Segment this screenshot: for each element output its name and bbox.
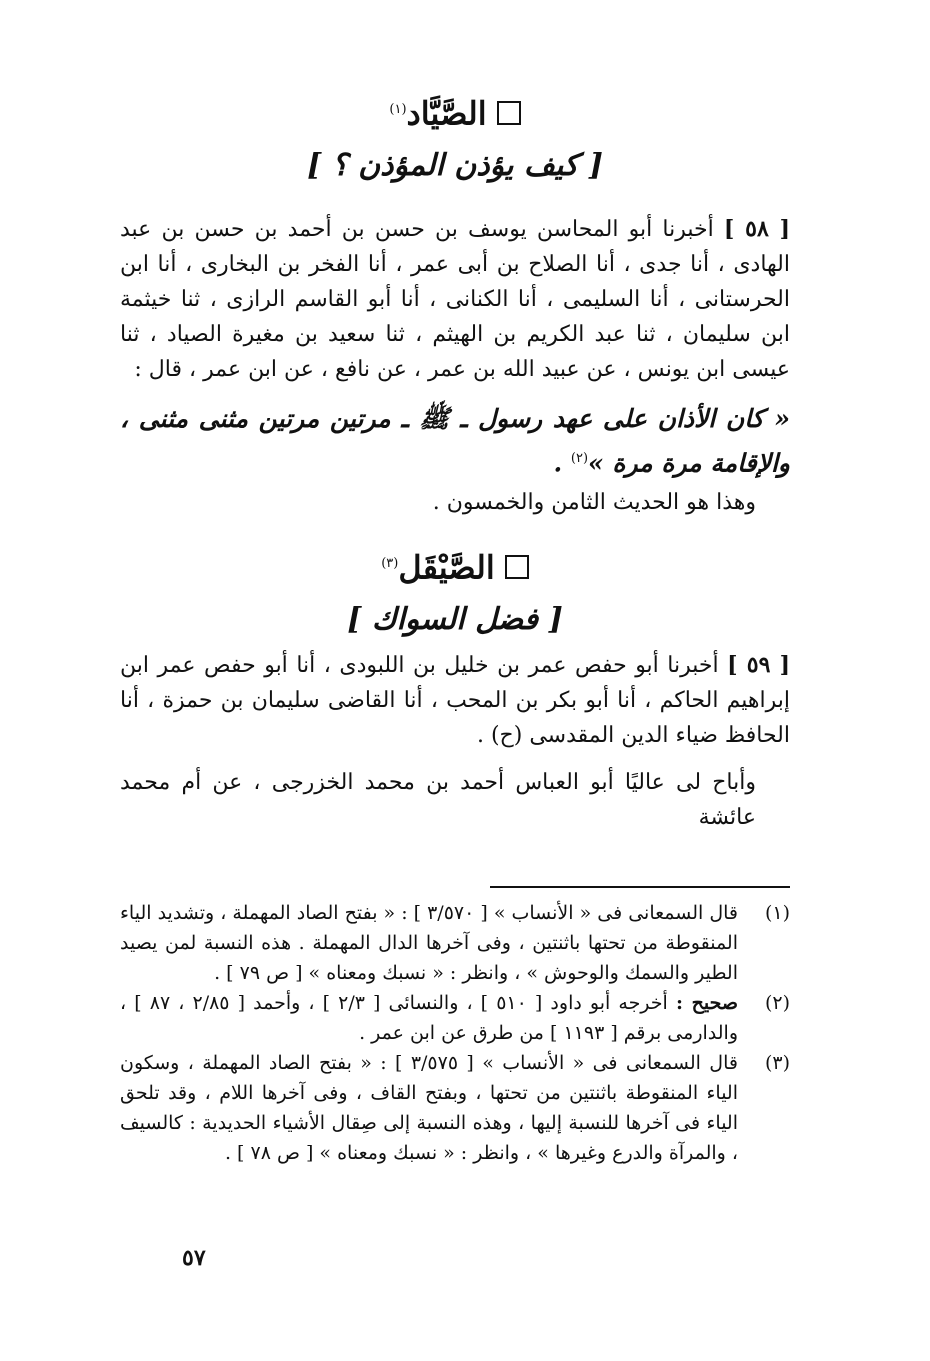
closing-line: وهذا هو الحديث الثامن والخمسون . [432,489,756,515]
footnote-text [120,898,738,988]
footnote-item [120,898,790,988]
footnote-item [120,988,790,1048]
chapter-title: [ فضل السواك ] [347,601,563,637]
footnote-keyword: صحيح : [675,992,739,1014]
section-heading-text: الصَّيْقَل [398,548,495,587]
isnad-text: أخبرنا أبو المحاسن يوسف بن حسن بن أحمد بن حسن بن عبد الهادى ، أنا جدى ، أنا الصلاح بن أبى عمر ، أنا الفخر بن البخارى ، أنا ابن الحرستانى ، أنا السليمى ، أنا الكنانى ، أنا أبو القاسم الرازى ، ثنا خيثمة ابن سليمان ، ثنا عبد الكريم بن الهيثم ، ثنا سعيد بن مغيرة الصياد ، ثنا عيسى ابن يونس ، عن عبيد الله بن عمر ، عن نافع ، عن ابن عمر ، قال : [120,216,790,382]
square-bullet-icon [497,101,521,125]
footnote-item [120,1048,790,1168]
hadith-isnad [120,212,790,387]
section-heading-sayqal [120,542,790,590]
continuation-line: وأباح لى عاليًا أبو العباس أحمد بن محمد الخزرجى ، عن أم محمد عائشة [120,769,756,830]
section-heading-sayyad [120,88,790,136]
footnote-body: قال السمعانى فى « الأنساب » [ ٣/٥٧٠ ] : « بفتح الصاد المهملة ، وتشديد الياء المنقوطة من تحتها باثنتين ، وفى آخرها الدال المهملة . هذه النسبة لمن يصيد الطير والسمك والوحوش » ، وانظر : « نسبك ومعناه » [ ص ٧٩ ] . [120,902,738,984]
hadith-matn: « كان الأذان على عهد رسول ـ ﷺ ـ مرتين مرتين مثنى مثنى ، والإقامة مرة مرة »$^{(٢)}$ . [120,403,790,477]
footnote-ref: (٣) [381,555,399,571]
footnote-ref: (٢) [570,450,589,466]
isnad-text: أخبرنا أبو حفص عمر بن خليل بن اللبودى ، أنا أبو حفص عمر ابن إبراهيم الحاكم ، أنا أبو بكر بن المحب ، أنا القاضى سليمان بن حمزة ، أنا الحافظ ضياء الدين المقدسى (ح) . [120,652,790,748]
hadith-number: [ ٥٩ ] [727,651,790,678]
hadith-number: [ ٥٨ ] [723,215,791,242]
footnote-text [120,988,738,1048]
footnote-marker: (٢) [764,992,790,1014]
footnote-body: أخرجه أبو داود [ ٥١٠ ] ، والنسائى [ ٢/٣ ] ، وأحمد [ ٢/٨٥ ، ٨٧ ] ، والدارمى برقم [ ١١٩٣ ] من طرق عن ابن عمر . [120,992,738,1044]
book-page [120,80,790,1300]
hadith-isnad [120,648,790,753]
footnote-ref: (١) [389,102,407,117]
square-bullet-icon [505,555,529,579]
matn-text: « كان الأذان على عهد رسول ـ ﷺ ـ مرتين مرتين مثنى مثنى ، والإقامة مرة مرة » [120,403,790,477]
footnote-body: قال السمعانى فى « الأنساب » [ ٣/٥٧٥ ] : « بفتح الصاد المهملة ، وسكون الياء المنقوطة باثنتين من تحتها ، وبفتح القاف ، وفى آخرها اللام ، وقد تلحق الياء فى آخرها للنسبة إليها ، وهذه النسبة إلى صِقال الأشياء الحديدية : كالسيف ، والمرآة والدرع وغيرها » ، وانظر : « نسبك ومعناه » [ ص ٧٨ ] . [120,1052,738,1164]
page-number: ٥٧ [182,1245,206,1271]
footnote-marker: (٣) [764,1052,790,1074]
footnote-text [120,1048,738,1168]
chapter-title: [ كيف يؤذن المؤذن ؟ ] [307,147,603,183]
footnote-marker: (١) [764,902,790,924]
footnote-divider [490,886,790,888]
section-heading-text: الصَّيَّاد [406,94,487,133]
footnotes [120,898,790,1168]
